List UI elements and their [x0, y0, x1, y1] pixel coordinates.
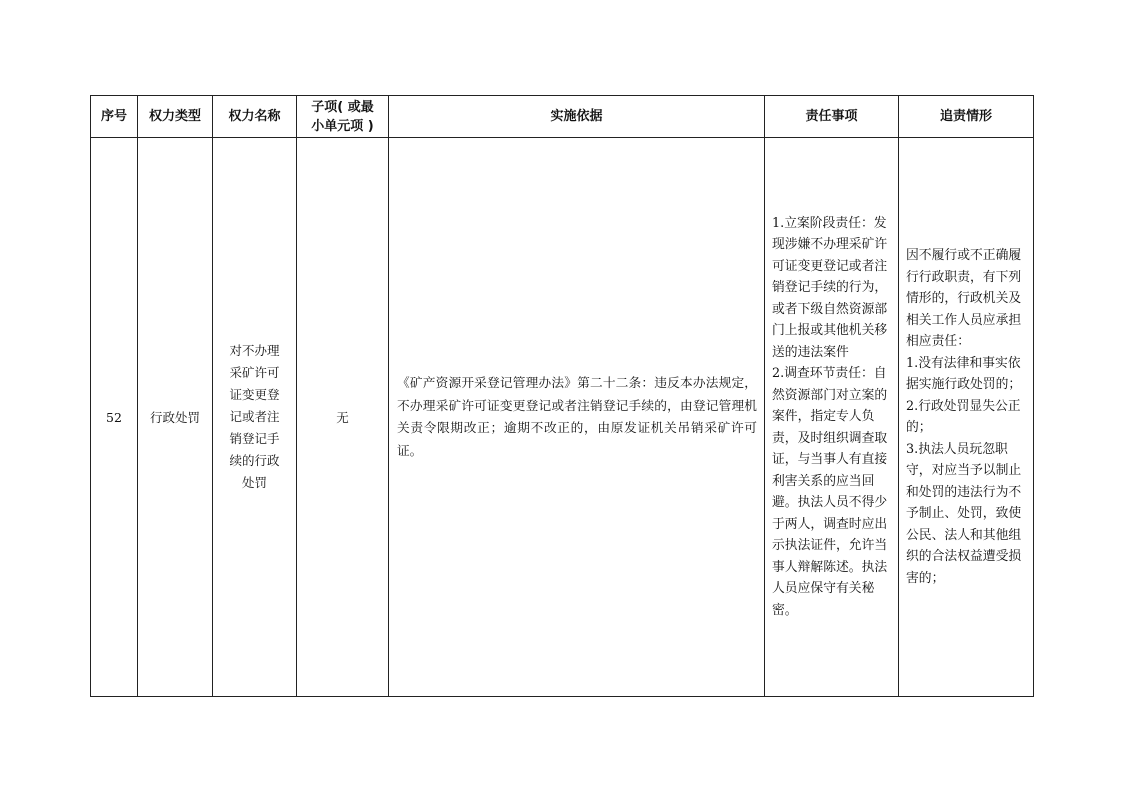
accountability-item-3: 3.执法人员玩忽职守，对应当予以制止和处罚的违法行为不予制止、处罚，致使公民、法人和其他组织的合法权益遭受损害的； — [906, 441, 1022, 586]
header-duty: 责任事项 — [765, 96, 899, 138]
header-sub-item — [297, 96, 389, 138]
duty-item-2: 2.调查环节责任：自然资源部门对立案的案件，指定专人负责，及时组织调查取证，与当事人有直接利害关系的应当回避。执法人员不得少于两人，调查时应出示执法证件，允许当事人辩解陈述。执法人员应保守有关秘密。 — [772, 366, 888, 618]
cell-basis — [389, 138, 765, 697]
accountability-intro: 因不履行或不正确履行行政职责，有下列情形的，行政机关及相关工作人员应承担相应责任： — [906, 248, 1022, 349]
header-seq: 序号 — [91, 96, 138, 138]
accountability-item-2: 2.行政处罚显失公正的； — [906, 398, 1021, 435]
power-name-text: 对不办理采矿许可证变更登记或者注销登记手续的行政处罚 — [229, 343, 280, 490]
header-power-name: 权力名称 — [213, 96, 297, 138]
header-row — [91, 96, 1034, 138]
header-power-type: 权力类型 — [138, 96, 213, 138]
duty-text — [765, 213, 898, 622]
cell-power-type: 行政处罚 — [138, 138, 213, 697]
header-basis: 实施依据 — [389, 96, 765, 138]
power-list-table — [90, 95, 1034, 697]
cell-duty — [765, 138, 899, 697]
header-accountability: 追责情形 — [899, 96, 1034, 138]
table-row — [91, 138, 1034, 697]
cell-accountability — [899, 138, 1034, 697]
duty-item-1: 1.立案阶段责任：发现涉嫌不办理采矿许可证变更登记或者注销登记手续的行为，或者下级自然资源部门上报或其他机关移送的违法案件 — [772, 215, 888, 360]
cell-seq: 52 — [91, 138, 138, 697]
accountability-item-1: 1.没有法律和事实依据实施行政处罚的； — [906, 355, 1022, 392]
cell-power-name — [213, 138, 297, 697]
basis-text: 《矿产资源开采登记管理办法》第二十二条：违反本办法规定，不办理采矿许可证变更登记或者注销登记手续的，由登记管理机关责令限期改正；逾期不改正的，由原发证机关吊销采矿许可证。 — [397, 375, 757, 458]
header-sub-item-label: 子项( 或最小单元项 ) — [311, 99, 374, 134]
accountability-text — [899, 245, 1033, 589]
cell-sub-item: 无 — [297, 138, 389, 697]
